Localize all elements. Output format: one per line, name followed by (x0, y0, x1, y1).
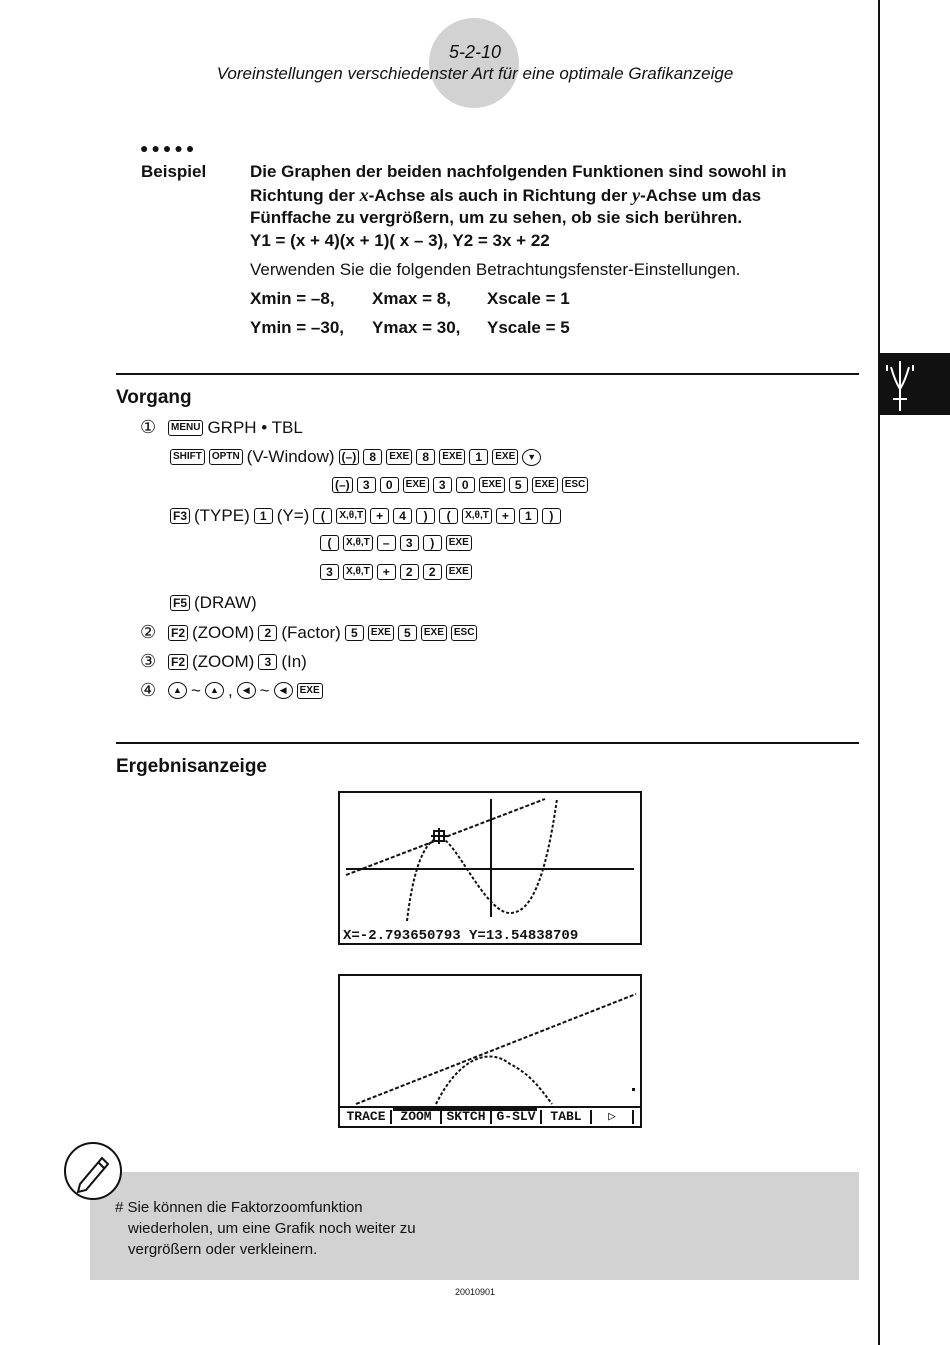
yeq-label: (Y=) (276, 506, 310, 525)
vwindow-label: (V-Window) (246, 447, 335, 466)
key-5: 5 (509, 477, 528, 493)
step-2-number: ② (140, 622, 157, 642)
pencil-note-icon (64, 1142, 122, 1200)
example-label: Beispiel (141, 162, 207, 181)
step-1-text: GRPH • TBL (207, 417, 303, 437)
key-1: 1 (519, 508, 538, 524)
exe-key: EXE (403, 477, 429, 493)
key-3: 3 (433, 477, 452, 493)
open-paren-key: ( (313, 508, 332, 524)
page-edge-rule (878, 0, 880, 1345)
key-4: 4 (393, 508, 412, 524)
key-1: 1 (254, 508, 273, 524)
close-paren-key: ) (542, 508, 561, 524)
example-line-2: Richtung der x-Achse als auch in Richtung der y-Achse um das (250, 185, 762, 205)
exe-key: EXE (446, 564, 472, 580)
exe-key: EXE (532, 477, 558, 493)
in-label: (In) (281, 651, 307, 671)
menu-tabl[interactable]: TABL (542, 1110, 592, 1124)
menu-more-icon[interactable]: ▷ (592, 1110, 634, 1124)
cursor-left-icon: ◀ (237, 682, 256, 699)
graph-y1-curve (407, 799, 557, 921)
zoomed-y1-curve (436, 1057, 552, 1104)
menu-zoom[interactable]: ZOOM (392, 1110, 442, 1124)
draw-label: (DRAW) (194, 593, 257, 612)
shift-key: SHIFT (170, 449, 205, 465)
step-4: ④ ▲ ~ ▲ , ◀ ~ ◀ EXE (140, 680, 323, 701)
close-paren-key: ) (416, 508, 435, 524)
note-line-2: wiederholen, um eine Grafik noch weiter zu (128, 1220, 416, 1237)
menu-sketch[interactable]: SKTCH (442, 1110, 492, 1124)
key-3: 3 (258, 654, 277, 670)
xmax-setting: Xmax = 8, (372, 289, 451, 308)
key-3: 3 (357, 477, 376, 493)
esc-key: ESC (451, 625, 478, 641)
page-subtitle: Voreinstellungen verschiedenster Art für eine optimale Grafikanzeige (216, 64, 734, 83)
neg-key: (–) (339, 449, 360, 465)
x-theta-t-key: X,θ,T (336, 508, 366, 524)
neg-key: (–) (332, 477, 353, 493)
open-paren-key: ( (439, 508, 458, 524)
exe-key: EXE (386, 449, 412, 465)
step-1-vwindow (170, 447, 541, 467)
exe-key: EXE (297, 683, 323, 699)
procedure-heading: Vorgang (116, 387, 192, 408)
menu-key: MENU (168, 420, 203, 436)
x-theta-t-key: X,θ,T (462, 508, 492, 524)
key-3: 3 (320, 564, 339, 580)
example-line-1: Die Graphen der beiden nachfolgenden Funktionen sind sowohl in (250, 162, 787, 181)
xmin-setting: Xmin = –8, (250, 289, 335, 308)
f3-key: F3 (170, 508, 190, 524)
function-menu (342, 1110, 634, 1124)
optn-key: OPTN (209, 449, 243, 465)
key-2: 2 (423, 564, 442, 580)
f2-key: F2 (168, 654, 188, 670)
divider-result (116, 742, 859, 744)
step-1-y2 (320, 564, 472, 580)
f5-key: F5 (170, 595, 190, 611)
trace-readout: X=-2.793650793 Y=13.54838709 (343, 928, 579, 943)
menu-trace[interactable]: TRACE (342, 1110, 392, 1124)
footer-date-code: 20010901 (454, 1287, 496, 1297)
xscale-setting: Xscale = 1 (487, 289, 570, 308)
step-1 (140, 417, 303, 438)
note-line-3: vergrößern oder verkleinern. (128, 1241, 318, 1258)
example-instruction: Verwenden Sie die folgenden Betrachtungsfenster-Einstellungen. (250, 260, 741, 279)
key-2: 2 (258, 625, 277, 641)
exe-key: EXE (439, 449, 465, 465)
cursor-down-icon: ▼ (522, 449, 541, 466)
ymin-setting: Ymin = –30, (250, 318, 345, 337)
key-3: 3 (400, 535, 419, 551)
result-heading: Ergebnisanzeige (116, 756, 267, 777)
example-line-3: Fünffache zu vergrößern, um zu sehen, ob sie sich berühren. (250, 208, 743, 227)
x-theta-t-key: X,θ,T (343, 535, 373, 551)
zoom-label: (ZOOM) (192, 622, 255, 642)
key-0: 0 (456, 477, 475, 493)
step-4-number: ④ (140, 680, 157, 700)
key-5: 5 (345, 625, 364, 641)
calculator-screen-zoomed (338, 974, 642, 1128)
divider-procedure (116, 373, 859, 375)
minus-key: – (377, 535, 396, 551)
zoomed-pixel (632, 1088, 635, 1091)
step-1-y-range (332, 477, 588, 493)
key-8: 8 (416, 449, 435, 465)
key-8: 8 (363, 449, 382, 465)
note-line-1: # Sie können die Faktorzoomfunktion (115, 1199, 363, 1216)
exe-key: EXE (492, 449, 518, 465)
plus-key: + (370, 508, 389, 524)
step-3-number: ③ (140, 651, 157, 671)
key-2: 2 (400, 564, 419, 580)
esc-key: ESC (562, 477, 589, 493)
exe-key: EXE (479, 477, 505, 493)
type-label: (TYPE) (194, 506, 250, 525)
step-1-number: ① (140, 417, 157, 437)
note-text (115, 1197, 416, 1260)
exe-key: EXE (421, 625, 447, 641)
key-1: 1 (469, 449, 488, 465)
zoom-label: (ZOOM) (192, 651, 255, 671)
cursor-left-icon: ◀ (274, 682, 293, 699)
step-1-draw (170, 593, 257, 613)
plus-key: + (496, 508, 515, 524)
plus-key: + (377, 564, 396, 580)
key-5: 5 (398, 625, 417, 641)
trace-cursor-icon (431, 828, 447, 844)
exe-key: EXE (446, 535, 472, 551)
header-circle (429, 18, 519, 108)
step-2 (140, 622, 477, 643)
example-formula: Y1 = (x + 4)(x + 1)( x – 3), Y2 = 3x + 22 (250, 231, 550, 250)
cursor-up-icon: ▲ (205, 682, 224, 699)
open-paren-key: ( (320, 535, 339, 551)
key-0: 0 (380, 477, 399, 493)
example-dots: ●●●●● (140, 140, 198, 156)
step-1-type (170, 506, 561, 526)
calculator-screen-trace (338, 791, 642, 945)
menu-gslv[interactable]: G-SLV (492, 1110, 542, 1124)
step-1-factor-3 (320, 535, 472, 551)
cursor-up-icon: ▲ (168, 682, 187, 699)
page-number: 5-2-10 (448, 42, 502, 62)
x-theta-t-key: X,θ,T (343, 564, 373, 580)
f2-key: F2 (168, 625, 188, 641)
zoomed-y2-line (356, 994, 636, 1104)
chapter-tab-graph-icon (880, 353, 950, 415)
yscale-setting: Yscale = 5 (487, 318, 570, 337)
ymax-setting: Ymax = 30, (372, 318, 461, 337)
exe-key: EXE (368, 625, 394, 641)
step-3 (140, 651, 307, 672)
factor-label: (Factor) (281, 622, 341, 642)
close-paren-key: ) (423, 535, 442, 551)
